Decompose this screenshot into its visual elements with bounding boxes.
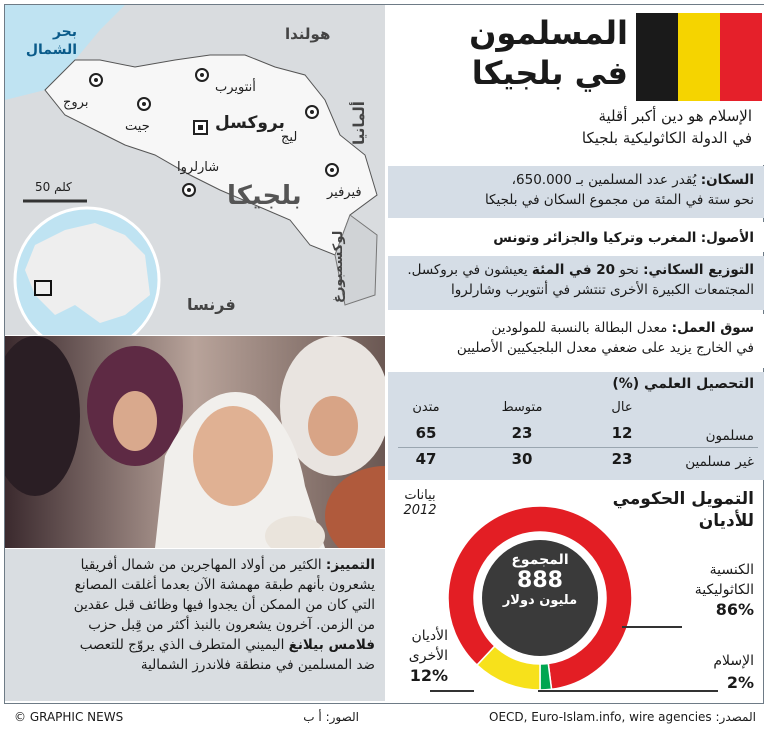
page-subtitle: الإسلام هو دين أكبر أقلية في الدولة الكاثوليكية بلجيكا [581,107,752,147]
catholic-percent: 86% [715,600,754,619]
photo-women [5,336,385,548]
netherlands-label: هولندا [285,25,331,43]
bruges-label: بروج [63,95,89,110]
caption-line: الكثير من أولاد المهاجرين من شمال أفريقيا [80,557,322,573]
distribution-section: التوزيع السكاني: نحو 20 في المئة يعيشون في بروكسل. المجتمعات الكبيرة الأخرى تنتشر في أنتويرب وشارلروا [388,256,764,310]
france-label: فرنسا [187,295,236,314]
table-divider [398,447,758,448]
belgium-label: بلجيكا [227,181,302,211]
donut-center-text [481,552,599,608]
north-sea-label: بحر الشمال [25,24,77,58]
row-label-non-muslims: غير مسلمين [685,454,754,470]
footer [4,705,764,729]
credit: © GRAPHIC NEWS [14,710,124,724]
population-section: السكان: يُقدر عدد المسلمين بـ 650.000، نحو ستة في المئة من مجموع السكان في بلجيكا [388,166,764,218]
non-muslims-low: 47 [415,450,437,468]
party-name: فلامس بيلانغ [288,637,375,653]
islam-label: الإسلام 2% [713,653,754,692]
labour-section: سوق العمل: معدل البطالة بالنسبة للمولودين في الخارج يزيد على ضعفي معدل البلجيكيين الأصليين [388,314,764,368]
antwerp-label: أنتويرب [215,80,256,95]
ghent-marker [137,97,151,111]
funding-title: التمويل الحكومي للأديان [612,489,754,531]
caption-label: التمييز: [325,557,375,573]
muslims-medium: 23 [511,424,533,442]
row-label-muslims: مسلمون [705,428,754,444]
verviers-label: فيرفير [327,185,362,200]
non-muslims-high: 23 [611,450,633,468]
muslims-low: 65 [415,424,437,442]
liege-label: ليج [281,130,298,145]
islam-percent: 2% [726,673,754,692]
germany-label: ألمانيا [350,101,368,145]
charleroi-marker [182,183,196,197]
page-title: المسلمون في بلجيكا [469,14,628,92]
col-header-medium: متوسط [501,400,543,415]
total-label: المجموع [511,552,569,568]
charleroi-label: شارلروا [177,160,220,175]
col-header-high: عال [611,400,633,415]
catholic-label: الكنسية الكاثوليكية 86% [694,562,754,619]
bruges-marker [89,73,103,87]
year-value: 2012 [403,503,437,518]
caption-line: اليميني المتطرف الذي يروّج للتعصب [79,637,285,653]
education-unit: (%) [612,376,640,392]
brussels-marker [193,120,208,135]
scale-label: 50 كلم [35,180,72,194]
caption-line: التي كان من الممكن أن يجدوا فيها وظائف قبل عقدين [73,597,375,613]
caption-discrimination [5,549,385,701]
muslims-high: 12 [611,424,633,442]
caption-line: ضد المسلمين في منطقة فلاندرز الشمالية [140,657,375,673]
other-label: الأديان الأخرى 12% [396,626,448,686]
islam-leader [538,690,718,692]
distribution-label: التوزيع السكاني: [643,262,754,278]
year-label: بيانات [404,488,436,503]
caption-line: يشعرون بأنهم طبقة مهمشة الآن بعدما أغلقت المصانع [74,577,375,593]
total-value: 888 [517,568,563,593]
other-leader [430,690,474,692]
education-title: التحصيل العلمي (%) [612,376,754,392]
ghent-label: جيت [125,119,150,134]
catholic-leader [622,626,682,628]
luxembourg-label: لوكسمبورغ [331,230,346,303]
population-label: السكان: [700,172,754,188]
labour-label: سوق العمل: [671,320,754,336]
other-percent: 12% [409,666,448,685]
photo-illustration [5,336,385,548]
col-header-low: متدن [412,400,440,415]
origins-section: الأصول: المغرب وتركيا والجزائر وتونس [388,222,764,252]
title-block [388,5,764,165]
source-credit: المصدر: OECD, Euro-Islam.info, wire agencies [489,710,756,724]
verviers-marker [325,163,339,177]
origins-label: الأصول: [700,230,754,246]
total-unit: مليون دولار [502,593,578,608]
liege-marker [305,105,319,119]
caption-line: من الزمن. آخرون يشعرون بالنبذ أكثر من قِبل حزب [88,617,375,633]
photo-credit: الصور: أ ب [303,710,359,724]
brussels-label: بروكسل [215,113,285,133]
belgium-map [5,5,385,335]
antwerp-marker [195,68,209,82]
belgian-flag [636,13,762,101]
non-muslims-medium: 30 [511,450,533,468]
